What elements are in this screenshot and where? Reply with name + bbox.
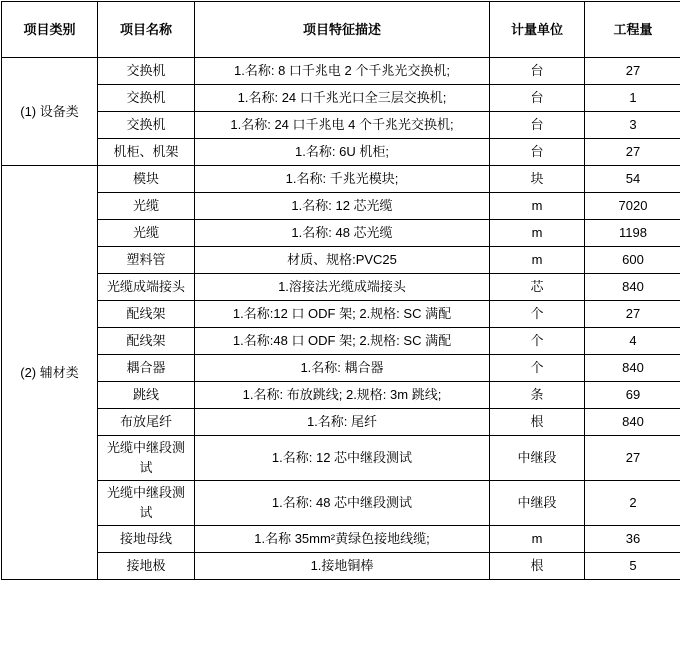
unit-cell: 台 [490,139,585,166]
header-measurement-unit: 计量单位 [490,2,585,58]
item-desc-cell: 1.名称: 8 口千兆电 2 个千兆光交换机; [195,58,490,85]
unit-cell: 台 [490,112,585,139]
quantity-cell: 54 [585,166,680,193]
bill-of-quantities-table [1,1,680,580]
unit-cell: 个 [490,355,585,382]
item-desc-cell: 1.名称: 耦合器 [195,355,490,382]
item-desc-cell: 1.名称: 24 口千兆光口全三层交换机; [195,85,490,112]
item-desc-cell: 1.名称: 千兆光模块; [195,166,490,193]
item-name-cell: 模块 [98,166,195,193]
quantity-cell: 27 [585,58,680,85]
item-desc-cell: 1.名称 35mm²黄绿色接地线缆; [195,526,490,553]
quantity-cell: 7020 [585,193,680,220]
table-row [2,166,680,193]
item-name-cell: 光缆 [98,220,195,247]
table-row [2,193,680,220]
unit-cell: 个 [490,301,585,328]
item-desc-cell: 1.接地铜棒 [195,553,490,580]
unit-cell: m [490,526,585,553]
table-row [2,220,680,247]
header-project-name: 项目名称 [98,2,195,58]
table-row [2,139,680,166]
table-row [2,436,680,481]
unit-cell: 块 [490,166,585,193]
table-row [2,112,680,139]
unit-cell: m [490,193,585,220]
item-desc-cell: 1.名称:48 口 ODF 架; 2.规格: SC 满配 [195,328,490,355]
unit-cell: 根 [490,409,585,436]
table-row [2,481,680,526]
table-row [2,301,680,328]
quantity-cell: 5 [585,553,680,580]
item-name-cell: 跳线 [98,382,195,409]
unit-cell: 台 [490,58,585,85]
item-name-cell: 交换机 [98,112,195,139]
quantity-cell: 1 [585,85,680,112]
quantity-cell: 840 [585,355,680,382]
item-name-cell: 塑料管 [98,247,195,274]
item-name-cell: 配线架 [98,328,195,355]
table-row [2,58,680,85]
header-project-category: 项目类别 [2,2,98,58]
item-name-cell: 光缆成端接头 [98,274,195,301]
quantity-cell: 3 [585,112,680,139]
item-name-cell: 交换机 [98,85,195,112]
quantity-cell: 2 [585,481,680,526]
item-desc-cell: 1.名称: 布放跳线; 2.规格: 3m 跳线; [195,382,490,409]
quantity-cell: 840 [585,409,680,436]
table-row [2,526,680,553]
table-body [2,58,680,580]
category-cell: (2) 辅材类 [2,166,98,580]
unit-cell: 根 [490,553,585,580]
item-name-cell: 光缆中继段测试 [98,436,195,481]
item-name-cell: 接地母线 [98,526,195,553]
item-desc-cell: 1.名称: 48 芯光缆 [195,220,490,247]
item-desc-cell: 1.名称: 24 口千兆电 4 个千兆光交换机; [195,112,490,139]
quantity-cell: 1198 [585,220,680,247]
unit-cell: 个 [490,328,585,355]
item-name-cell: 交换机 [98,58,195,85]
table-row [2,247,680,274]
unit-cell: 芯 [490,274,585,301]
quantity-cell: 840 [585,274,680,301]
unit-cell: 中继段 [490,481,585,526]
unit-cell: 中继段 [490,436,585,481]
header-quantity: 工程量 [585,2,680,58]
header-feature-description: 项目特征描述 [195,2,490,58]
item-desc-cell: 1.名称: 48 芯中继段测试 [195,481,490,526]
quantity-cell: 27 [585,139,680,166]
quantity-cell: 69 [585,382,680,409]
table-row [2,328,680,355]
table-row [2,382,680,409]
quantity-cell: 27 [585,301,680,328]
category-cell: (1) 设备类 [2,58,98,166]
unit-cell: m [490,247,585,274]
item-name-cell: 接地极 [98,553,195,580]
item-name-cell: 光缆 [98,193,195,220]
quantity-cell: 27 [585,436,680,481]
item-desc-cell: 1.名称: 6U 机柜; [195,139,490,166]
item-name-cell: 配线架 [98,301,195,328]
item-name-cell: 机柜、机架 [98,139,195,166]
item-name-cell: 光缆中继段测试 [98,481,195,526]
item-desc-cell: 1.名称: 12 芯中继段测试 [195,436,490,481]
table-row [2,355,680,382]
table-row [2,409,680,436]
table-row [2,553,680,580]
header-row [2,2,680,58]
unit-cell: m [490,220,585,247]
quantity-cell: 4 [585,328,680,355]
unit-cell: 条 [490,382,585,409]
quantity-cell: 36 [585,526,680,553]
item-name-cell: 耦合器 [98,355,195,382]
item-desc-cell: 1.名称:12 口 ODF 架; 2.规格: SC 满配 [195,301,490,328]
table-header [2,2,680,58]
item-name-cell: 布放尾纤 [98,409,195,436]
item-desc-cell: 1.名称: 尾纤 [195,409,490,436]
unit-cell: 台 [490,85,585,112]
item-desc-cell: 1.名称: 12 芯光缆 [195,193,490,220]
table-row [2,274,680,301]
quantity-cell: 600 [585,247,680,274]
table-row [2,85,680,112]
item-desc-cell: 1.溶接法光缆成端接头 [195,274,490,301]
item-desc-cell: 材质、规格:PVC25 [195,247,490,274]
bill-of-quantities-table-wrap [1,1,679,580]
